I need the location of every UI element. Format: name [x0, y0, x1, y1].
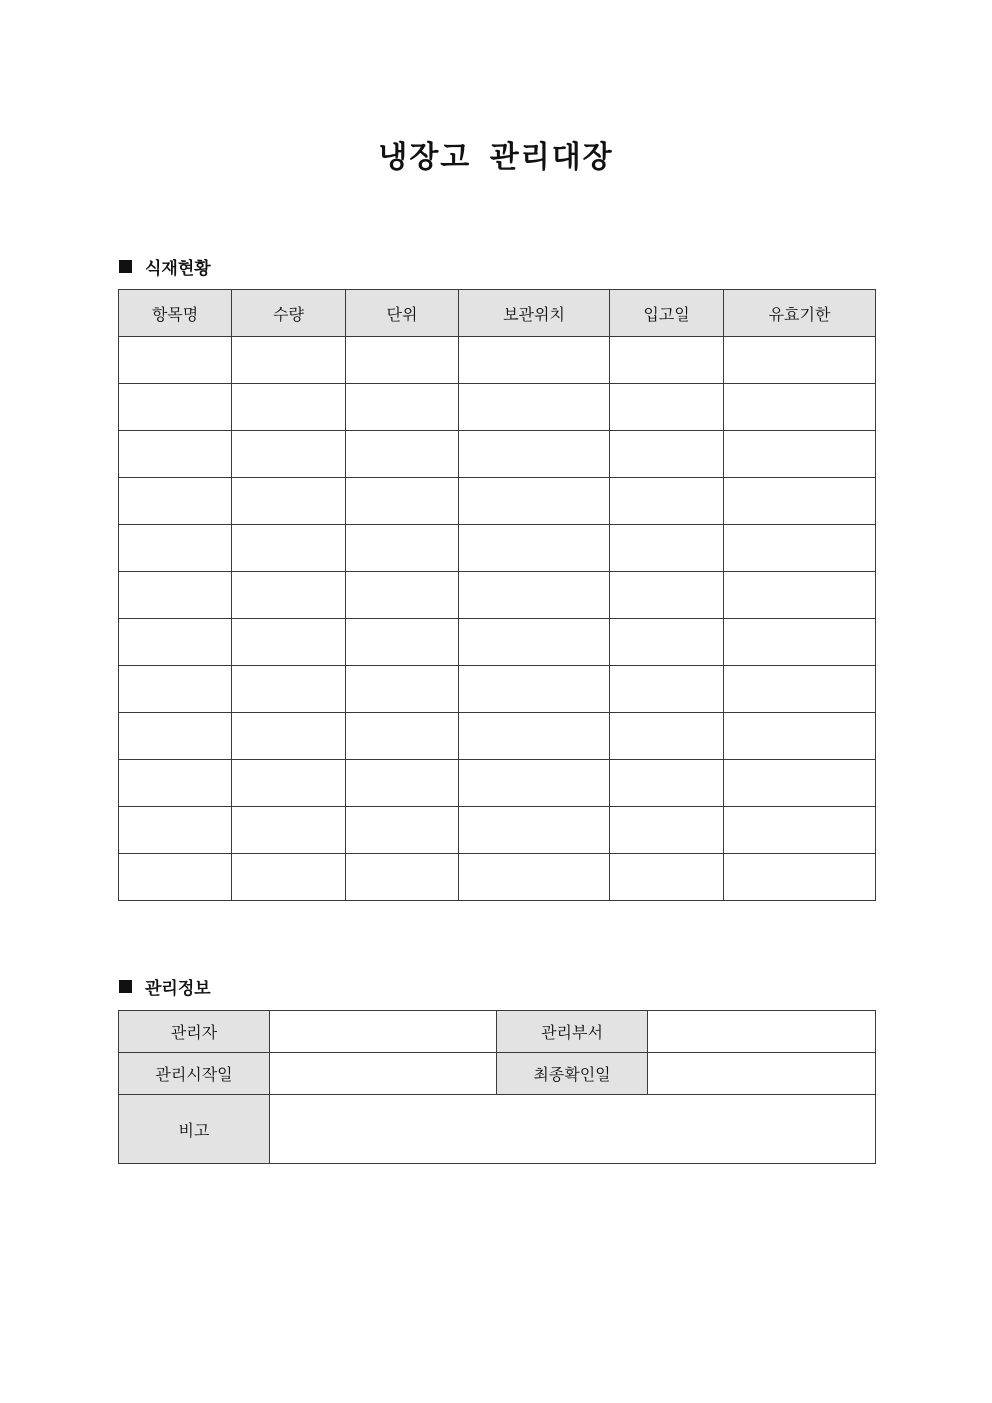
table-cell[interactable]	[610, 384, 724, 431]
start-date-field[interactable]	[270, 1053, 497, 1095]
square-bullet-icon	[119, 260, 132, 273]
table-cell[interactable]	[610, 619, 724, 666]
table-row	[119, 431, 876, 478]
table-cell[interactable]	[610, 478, 724, 525]
table-cell[interactable]	[724, 478, 876, 525]
table-cell[interactable]	[346, 478, 459, 525]
table-header-row	[119, 290, 876, 337]
table-cell[interactable]	[346, 713, 459, 760]
table-cell[interactable]	[346, 525, 459, 572]
table-cell[interactable]	[459, 666, 610, 713]
table-cell[interactable]	[459, 713, 610, 760]
table-cell[interactable]	[346, 337, 459, 384]
table-cell[interactable]	[724, 760, 876, 807]
table-row	[119, 666, 876, 713]
column-header-quantity: 수량	[232, 290, 346, 337]
table-cell[interactable]	[724, 525, 876, 572]
table-cell[interactable]	[119, 337, 232, 384]
table-cell[interactable]	[724, 619, 876, 666]
table-cell[interactable]	[459, 807, 610, 854]
column-header-expiry-date: 유효기한	[724, 290, 876, 337]
table-cell[interactable]	[610, 525, 724, 572]
table-row	[119, 1011, 876, 1053]
table-cell[interactable]	[346, 666, 459, 713]
square-bullet-icon	[119, 980, 132, 993]
inventory-section-heading	[119, 254, 211, 279]
table-cell[interactable]	[119, 666, 232, 713]
table-cell[interactable]	[724, 854, 876, 901]
table-row	[119, 525, 876, 572]
table-cell[interactable]	[610, 431, 724, 478]
remarks-field[interactable]	[270, 1095, 876, 1164]
table-cell[interactable]	[459, 384, 610, 431]
table-row	[119, 384, 876, 431]
table-cell[interactable]	[119, 619, 232, 666]
table-cell[interactable]	[724, 666, 876, 713]
table-cell[interactable]	[346, 431, 459, 478]
table-cell[interactable]	[232, 384, 346, 431]
table-cell[interactable]	[119, 525, 232, 572]
table-cell[interactable]	[610, 666, 724, 713]
column-header-received-date: 입고일	[610, 290, 724, 337]
start-date-label: 관리시작일	[119, 1053, 270, 1095]
table-row	[119, 807, 876, 854]
table-cell[interactable]	[119, 807, 232, 854]
remarks-label: 비고	[119, 1095, 270, 1164]
column-header-unit: 단위	[346, 290, 459, 337]
table-cell[interactable]	[459, 854, 610, 901]
table-row	[119, 760, 876, 807]
table-cell[interactable]	[346, 384, 459, 431]
table-cell[interactable]	[119, 572, 232, 619]
table-row	[119, 1053, 876, 1095]
table-cell[interactable]	[459, 525, 610, 572]
table-cell[interactable]	[232, 525, 346, 572]
table-cell[interactable]	[232, 760, 346, 807]
table-cell[interactable]	[610, 807, 724, 854]
table-row	[119, 1095, 876, 1164]
last-check-label: 최종확인일	[497, 1053, 648, 1095]
table-cell[interactable]	[610, 713, 724, 760]
table-cell[interactable]	[346, 760, 459, 807]
table-cell[interactable]	[459, 760, 610, 807]
table-row	[119, 854, 876, 901]
table-cell[interactable]	[119, 384, 232, 431]
last-check-field[interactable]	[648, 1053, 876, 1095]
manager-field[interactable]	[270, 1011, 497, 1053]
table-row	[119, 337, 876, 384]
table-cell[interactable]	[119, 760, 232, 807]
table-cell[interactable]	[724, 572, 876, 619]
management-section-heading	[119, 974, 211, 999]
table-cell[interactable]	[232, 478, 346, 525]
table-cell[interactable]	[459, 337, 610, 384]
page-title: 냉장고 관리대장	[378, 140, 614, 175]
table-cell[interactable]	[724, 431, 876, 478]
table-row	[119, 478, 876, 525]
table-cell[interactable]	[119, 854, 232, 901]
table-cell[interactable]	[459, 431, 610, 478]
table-cell[interactable]	[346, 572, 459, 619]
table-row	[119, 619, 876, 666]
table-cell[interactable]	[119, 713, 232, 760]
table-cell[interactable]	[459, 572, 610, 619]
table-cell[interactable]	[232, 337, 346, 384]
table-cell[interactable]	[724, 713, 876, 760]
column-header-storage-location: 보관위치	[459, 290, 610, 337]
table-cell[interactable]	[610, 760, 724, 807]
table-row	[119, 713, 876, 760]
table-cell[interactable]	[346, 807, 459, 854]
table-cell[interactable]	[232, 854, 346, 901]
table-cell[interactable]	[610, 572, 724, 619]
table-cell[interactable]	[119, 478, 232, 525]
table-cell[interactable]	[346, 619, 459, 666]
table-cell[interactable]	[232, 572, 346, 619]
inventory-table	[118, 289, 876, 901]
table-cell[interactable]	[724, 337, 876, 384]
management-heading-text: 관리정보	[145, 979, 211, 999]
table-cell[interactable]	[724, 384, 876, 431]
manager-label: 관리자	[119, 1011, 270, 1053]
column-header-item-name: 항목명	[119, 290, 232, 337]
table-cell[interactable]	[610, 854, 724, 901]
table-cell[interactable]	[610, 337, 724, 384]
management-table	[118, 1010, 876, 1164]
table-cell[interactable]	[459, 478, 610, 525]
table-cell[interactable]	[232, 431, 346, 478]
table-cell[interactable]	[459, 619, 610, 666]
table-cell[interactable]	[724, 807, 876, 854]
department-field[interactable]	[648, 1011, 876, 1053]
table-row	[119, 572, 876, 619]
table-cell[interactable]	[232, 713, 346, 760]
department-label: 관리부서	[497, 1011, 648, 1053]
table-cell[interactable]	[232, 807, 346, 854]
table-cell[interactable]	[119, 431, 232, 478]
table-cell[interactable]	[232, 619, 346, 666]
inventory-heading-text: 식재현황	[145, 259, 211, 279]
table-cell[interactable]	[232, 666, 346, 713]
table-cell[interactable]	[346, 854, 459, 901]
